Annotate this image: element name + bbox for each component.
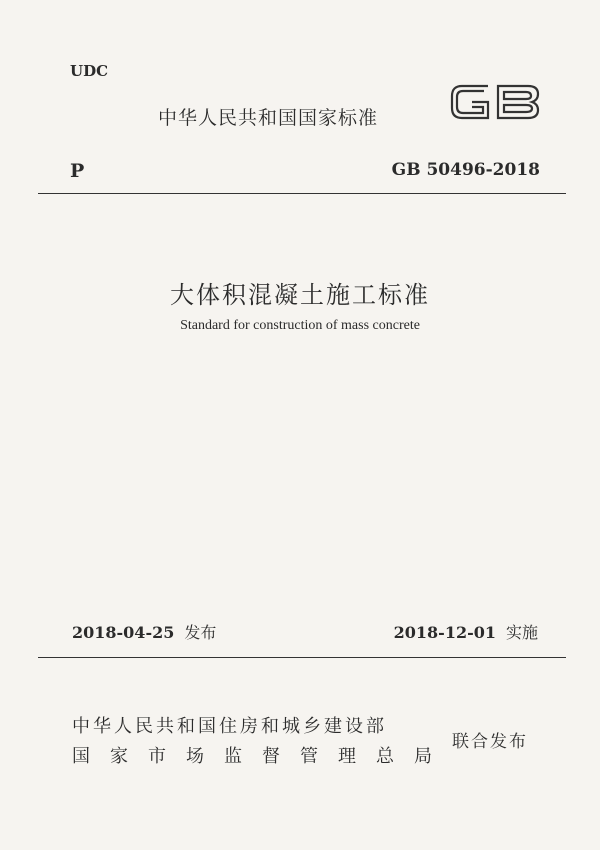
issuer-char: 监: [224, 746, 242, 767]
issuer-char: 家: [110, 746, 128, 767]
gb-logo-text: GB: [495, 108, 497, 109]
title-english: Standard for construction of mass concrete: [180, 318, 420, 333]
issuer-char: 局: [414, 746, 432, 767]
issuer-char: 场: [186, 746, 204, 767]
joint-issue-label: 联合发布: [452, 732, 528, 752]
title-chinese: 大体积混凝土施工标准: [170, 281, 430, 309]
gb-logo: [448, 78, 542, 126]
issue-date: 2018-04-25: [72, 623, 175, 642]
issuer-char: 督: [262, 746, 280, 767]
issuer-line-2: [72, 742, 432, 768]
issue-date-block: [72, 620, 216, 643]
implement-date-block: [394, 620, 538, 643]
issuer-char: 理: [338, 746, 356, 767]
standard-number: GB 50496-2018: [391, 160, 540, 180]
bottom-divider: [38, 657, 566, 658]
issuer-char: 市: [148, 746, 166, 767]
issuer-line-1: 中华人民共和国住房和城乡建设部: [72, 716, 387, 737]
issuer-char: 国: [72, 746, 90, 767]
top-divider: [38, 193, 566, 194]
classification-code: P: [70, 160, 85, 182]
issuer-char: 管: [300, 746, 318, 767]
udc-label: UDC: [70, 62, 109, 80]
implement-date: 2018-12-01: [393, 623, 496, 642]
issue-label: 发布: [184, 623, 217, 642]
issuer-char: 总: [376, 746, 394, 767]
national-standard-label: 中华人民共和国国家标准: [158, 107, 379, 129]
implement-label: 实施: [505, 623, 538, 642]
